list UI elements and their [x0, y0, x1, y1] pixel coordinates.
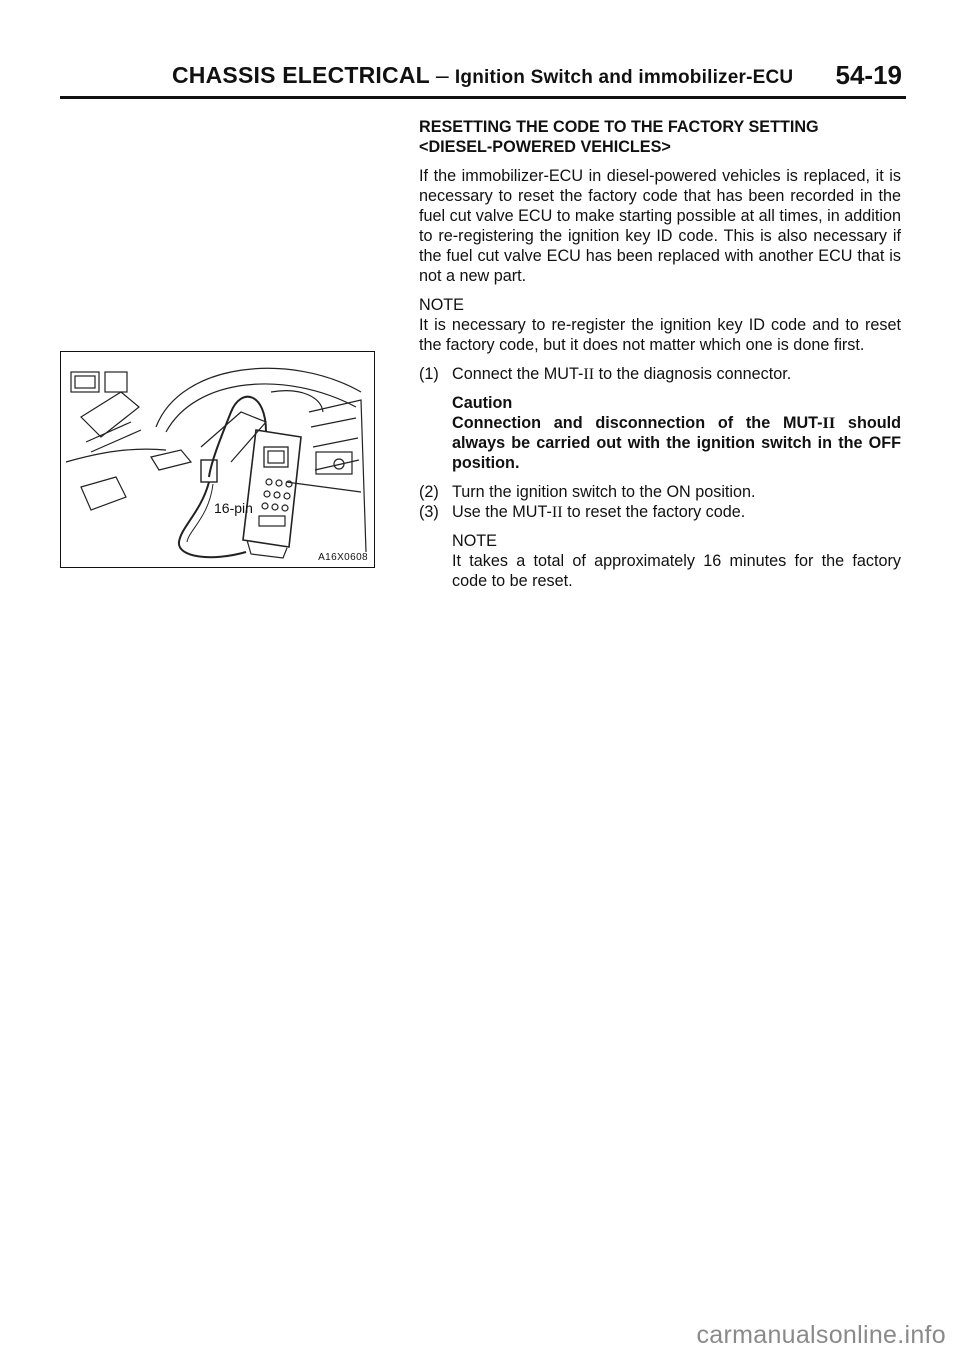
note-block-2	[419, 531, 901, 591]
step-2: (2) Turn the ignition switch to the ON position.	[419, 483, 756, 501]
step-3: (3) Use the MUT-II to reset the factory code.	[419, 503, 746, 521]
caution-text: Connection and disconnection of the MUT-II should always be carried out with the ignition switch in the OFF position.	[452, 414, 901, 472]
section-heading: RESETTING THE CODE TO THE FACTORY SETTING	[419, 118, 819, 136]
note-label: NOTE	[419, 296, 464, 314]
diagnosis-connector-figure	[60, 351, 375, 568]
intro-paragraph: If the immobilizer-ECU in diesel-powered vehicles is replaced, it is necessary to reset the factory code that has been recorded in the fuel cut valve ECU to make starting possible at all times, in addition to re-registering the ignition key ID code. This is also necessary if the fuel cut valve ECU has been replaced with another ECU that is not a new part.	[419, 167, 901, 285]
caution-label: Caution	[452, 394, 513, 412]
dashboard-illustration	[61, 352, 375, 568]
section-name: CHASSIS ELECTRICAL	[172, 62, 430, 88]
title-separator: –	[435, 62, 449, 88]
step-1: (1) Connect the MUT-II to the diagnosis connector.	[419, 365, 792, 383]
subsection-name: Ignition Switch and immobilizer-ECU	[454, 67, 794, 88]
section-heading-sub: <DIESEL-POWERED VEHICLES>	[419, 138, 671, 156]
step-number: (2)	[419, 483, 439, 501]
note-text: It is necessary to re-register the ignition key ID code and to reset the factory code, but it does not matter which one is done first.	[419, 316, 901, 354]
main-text-column	[419, 117, 901, 591]
page-header	[60, 62, 906, 102]
note-text: It takes a total of approximately 16 minutes for the factory code to be reset.	[452, 552, 901, 590]
step-number: (3)	[419, 503, 439, 521]
step-number: (1)	[419, 365, 439, 383]
caution-block	[419, 393, 901, 473]
figure-code: A16X0608	[318, 552, 368, 563]
watermark: carmanualsonline.info	[696, 1321, 946, 1349]
page-number: 54-19	[835, 60, 902, 90]
section-title	[172, 62, 793, 89]
note-label: NOTE	[452, 532, 497, 550]
connector-label: 16-pin	[214, 500, 253, 516]
header-rule	[60, 96, 906, 99]
